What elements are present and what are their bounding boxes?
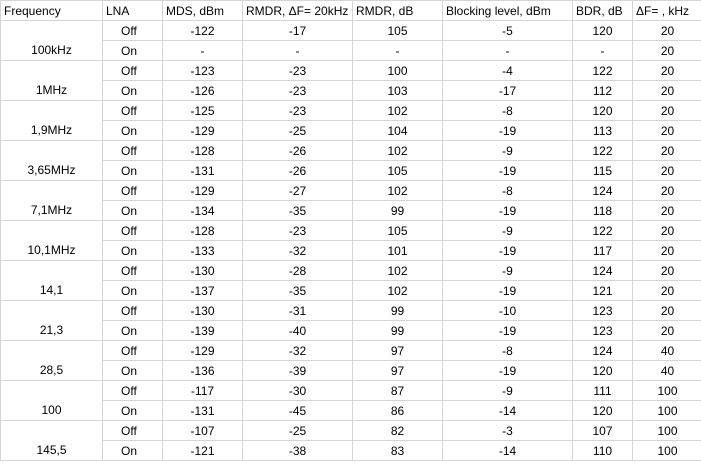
cell-bdr[interactable]: 120 <box>573 401 633 421</box>
cell-rmdr-db[interactable]: 102 <box>353 281 443 301</box>
cell-mds[interactable]: -125 <box>163 101 243 121</box>
cell-rmdr-20khz[interactable]: -23 <box>243 101 353 121</box>
cell-rmdr-20khz[interactable]: -23 <box>243 81 353 101</box>
cell-rmdr-20khz[interactable]: -45 <box>243 401 353 421</box>
table-row <box>1 341 701 361</box>
header-cell-frequency[interactable]: Frequency <box>1 1 103 21</box>
cell-rmdr-20khz[interactable]: -35 <box>243 281 353 301</box>
cell-lna[interactable]: Off <box>103 181 163 201</box>
cell-mds[interactable]: -123 <box>163 61 243 81</box>
cell-lna[interactable]: Off <box>103 61 163 81</box>
cell-lna[interactable]: Off <box>103 21 163 41</box>
cell-mds[interactable]: -130 <box>163 261 243 281</box>
cell-delta-f[interactable]: 20 <box>633 161 701 181</box>
cell-bdr[interactable]: 120 <box>573 21 633 41</box>
cell-bdr[interactable]: 121 <box>573 281 633 301</box>
cell-delta-f[interactable]: 20 <box>633 41 701 61</box>
cell-frequency[interactable]: 28,5 <box>1 341 103 381</box>
cell-delta-f[interactable]: 40 <box>633 361 701 381</box>
cell-rmdr-20khz[interactable]: -23 <box>243 221 353 241</box>
cell-delta-f[interactable]: 20 <box>633 81 701 101</box>
cell-rmdr-20khz[interactable]: -35 <box>243 201 353 221</box>
table-row <box>1 281 701 301</box>
cell-delta-f[interactable]: 20 <box>633 101 701 121</box>
cell-rmdr-20khz[interactable]: -25 <box>243 121 353 141</box>
cell-rmdr-20khz[interactable]: -40 <box>243 321 353 341</box>
cell-blocking-level[interactable]: -14 <box>443 401 573 421</box>
cell-lna[interactable]: On <box>103 81 163 101</box>
cell-frequency[interactable]: 145,5 <box>1 421 103 461</box>
cell-mds[interactable]: -139 <box>163 321 243 341</box>
cell-lna[interactable]: On <box>103 281 163 301</box>
cell-rmdr-db[interactable]: 97 <box>353 361 443 381</box>
cell-lna[interactable]: On <box>103 241 163 261</box>
cell-blocking-level[interactable]: -17 <box>443 81 573 101</box>
cell-lna[interactable]: Off <box>103 341 163 361</box>
cell-rmdr-db[interactable]: - <box>353 41 443 61</box>
cell-lna[interactable]: Off <box>103 381 163 401</box>
table-row <box>1 141 701 161</box>
cell-delta-f[interactable]: 20 <box>633 141 701 161</box>
cell-bdr[interactable]: 124 <box>573 341 633 361</box>
cell-mds[interactable]: -129 <box>163 341 243 361</box>
table-row <box>1 321 701 341</box>
cell-rmdr-db[interactable]: 83 <box>353 441 443 461</box>
cell-rmdr-20khz[interactable]: -30 <box>243 381 353 401</box>
cell-mds[interactable]: -136 <box>163 361 243 381</box>
table-row <box>1 381 701 401</box>
header-cell-rmdr-20khz[interactable]: RMDR, ΔF= 20kHz <box>243 1 353 21</box>
cell-frequency[interactable]: 10,1MHz <box>1 221 103 261</box>
cell-mds[interactable]: -133 <box>163 241 243 261</box>
cell-blocking-level[interactable]: -9 <box>443 261 573 281</box>
cell-frequency[interactable]: 14,1 <box>1 261 103 301</box>
cell-rmdr-20khz[interactable]: -39 <box>243 361 353 381</box>
cell-rmdr-db[interactable]: 102 <box>353 261 443 281</box>
cell-blocking-level[interactable]: -19 <box>443 201 573 221</box>
cell-rmdr-db[interactable]: 99 <box>353 201 443 221</box>
cell-rmdr-db[interactable]: 97 <box>353 341 443 361</box>
cell-blocking-level[interactable]: -19 <box>443 121 573 141</box>
cell-lna[interactable]: On <box>103 201 163 221</box>
cell-bdr[interactable]: 120 <box>573 101 633 121</box>
cell-delta-f[interactable]: 20 <box>633 301 701 321</box>
cell-frequency[interactable]: 1MHz <box>1 61 103 101</box>
table-row <box>1 41 701 61</box>
cell-delta-f[interactable]: 20 <box>633 201 701 221</box>
cell-lna[interactable]: Off <box>103 101 163 121</box>
table-row <box>1 261 701 281</box>
table-row <box>1 241 701 261</box>
cell-rmdr-20khz[interactable]: -27 <box>243 181 353 201</box>
cell-rmdr-db[interactable]: 102 <box>353 181 443 201</box>
cell-rmdr-db[interactable]: 86 <box>353 401 443 421</box>
cell-bdr[interactable]: 122 <box>573 221 633 241</box>
cell-delta-f[interactable]: 100 <box>633 421 701 441</box>
cell-lna[interactable]: Off <box>103 261 163 281</box>
cell-delta-f[interactable]: 20 <box>633 321 701 341</box>
cell-bdr[interactable]: 113 <box>573 121 633 141</box>
cell-blocking-level[interactable]: -8 <box>443 341 573 361</box>
header-row <box>1 1 701 21</box>
cell-rmdr-20khz[interactable]: -23 <box>243 61 353 81</box>
table-row <box>1 81 701 101</box>
cell-delta-f[interactable]: 20 <box>633 281 701 301</box>
cell-rmdr-db[interactable]: 105 <box>353 221 443 241</box>
header-cell-blocking-level[interactable]: Blocking level, dBm <box>443 1 573 21</box>
cell-blocking-level[interactable]: -19 <box>443 361 573 381</box>
cell-delta-f[interactable]: 40 <box>633 341 701 361</box>
header-cell-rmdr-db[interactable]: RMDR, dB <box>353 1 443 21</box>
cell-bdr[interactable]: 122 <box>573 141 633 161</box>
cell-rmdr-20khz[interactable]: -25 <box>243 421 353 441</box>
cell-lna[interactable]: Off <box>103 221 163 241</box>
cell-rmdr-db[interactable]: 87 <box>353 381 443 401</box>
cell-delta-f[interactable]: 20 <box>633 21 701 41</box>
cell-bdr[interactable]: 123 <box>573 321 633 341</box>
cell-bdr[interactable]: 117 <box>573 241 633 261</box>
table-row <box>1 361 701 381</box>
cell-rmdr-db[interactable]: 102 <box>353 141 443 161</box>
cell-blocking-level[interactable]: - <box>443 41 573 61</box>
table-row <box>1 301 701 321</box>
cell-rmdr-db[interactable]: 82 <box>353 421 443 441</box>
cell-mds[interactable]: -129 <box>163 121 243 141</box>
cell-lna[interactable]: On <box>103 361 163 381</box>
cell-blocking-level[interactable]: -19 <box>443 161 573 181</box>
cell-mds[interactable]: -131 <box>163 401 243 421</box>
cell-rmdr-db[interactable]: 105 <box>353 161 443 181</box>
cell-delta-f[interactable]: 100 <box>633 441 701 461</box>
cell-lna[interactable]: On <box>103 321 163 341</box>
cell-rmdr-20khz[interactable]: -38 <box>243 441 353 461</box>
table-row <box>1 221 701 241</box>
cell-rmdr-db[interactable]: 103 <box>353 81 443 101</box>
cell-rmdr-db[interactable]: 100 <box>353 61 443 81</box>
cell-rmdr-20khz[interactable]: -26 <box>243 161 353 181</box>
cell-lna[interactable]: On <box>103 161 163 181</box>
cell-lna[interactable]: Off <box>103 141 163 161</box>
table-row <box>1 121 701 141</box>
cell-delta-f[interactable]: 100 <box>633 381 701 401</box>
cell-bdr[interactable]: 118 <box>573 201 633 221</box>
cell-rmdr-db[interactable]: 104 <box>353 121 443 141</box>
cell-mds[interactable]: -129 <box>163 181 243 201</box>
table-row <box>1 421 701 441</box>
cell-bdr[interactable]: 120 <box>573 361 633 381</box>
cell-rmdr-db[interactable]: 102 <box>353 101 443 121</box>
cell-blocking-level[interactable]: -19 <box>443 281 573 301</box>
cell-blocking-level[interactable]: -5 <box>443 21 573 41</box>
cell-rmdr-20khz[interactable]: -31 <box>243 301 353 321</box>
cell-frequency[interactable]: 21,3 <box>1 301 103 341</box>
cell-bdr[interactable]: 107 <box>573 421 633 441</box>
cell-delta-f[interactable]: 20 <box>633 61 701 81</box>
cell-mds[interactable]: -130 <box>163 301 243 321</box>
cell-lna[interactable]: Off <box>103 301 163 321</box>
header-cell-delta-f[interactable]: ΔF= , kHz <box>633 1 701 21</box>
cell-rmdr-db[interactable]: 99 <box>353 301 443 321</box>
cell-blocking-level[interactable]: -19 <box>443 321 573 341</box>
cell-mds[interactable]: -134 <box>163 201 243 221</box>
cell-delta-f[interactable]: 20 <box>633 261 701 281</box>
cell-blocking-level[interactable]: -3 <box>443 421 573 441</box>
cell-bdr[interactable]: 110 <box>573 441 633 461</box>
table-row <box>1 161 701 181</box>
header-cell-bdr[interactable]: BDR, dB <box>573 1 633 21</box>
cell-rmdr-20khz[interactable]: -26 <box>243 141 353 161</box>
cell-bdr[interactable]: 112 <box>573 81 633 101</box>
table-row <box>1 101 701 121</box>
table-row <box>1 21 701 41</box>
cell-mds[interactable]: -117 <box>163 381 243 401</box>
cell-mds[interactable]: -107 <box>163 421 243 441</box>
cell-frequency[interactable]: 3,65MHz <box>1 141 103 181</box>
cell-blocking-level[interactable]: -19 <box>443 241 573 261</box>
cell-bdr[interactable]: 111 <box>573 381 633 401</box>
cell-rmdr-20khz[interactable]: -28 <box>243 261 353 281</box>
cell-delta-f[interactable]: 20 <box>633 181 701 201</box>
cell-rmdr-20khz[interactable]: -17 <box>243 21 353 41</box>
cell-frequency[interactable]: 100 <box>1 381 103 421</box>
cell-bdr[interactable]: 122 <box>573 61 633 81</box>
cell-bdr[interactable]: - <box>573 41 633 61</box>
cell-blocking-level[interactable]: -9 <box>443 381 573 401</box>
cell-frequency[interactable]: 7,1MHz <box>1 181 103 221</box>
cell-rmdr-db[interactable]: 105 <box>353 21 443 41</box>
cell-mds[interactable]: -126 <box>163 81 243 101</box>
header-cell-lna[interactable]: LNA <box>103 1 163 21</box>
table-row <box>1 401 701 421</box>
cell-blocking-level[interactable]: -8 <box>443 181 573 201</box>
cell-delta-f[interactable]: 20 <box>633 221 701 241</box>
cell-rmdr-20khz[interactable]: -32 <box>243 241 353 261</box>
cell-bdr[interactable]: 124 <box>573 181 633 201</box>
table-body <box>1 1 701 461</box>
cell-frequency[interactable]: 100kHz <box>1 21 103 61</box>
cell-bdr[interactable]: 115 <box>573 161 633 181</box>
cell-bdr[interactable]: 124 <box>573 261 633 281</box>
cell-mds[interactable]: -128 <box>163 221 243 241</box>
table-row <box>1 441 701 461</box>
cell-rmdr-20khz[interactable]: - <box>243 41 353 61</box>
cell-mds[interactable]: -122 <box>163 21 243 41</box>
cell-blocking-level[interactable]: -14 <box>443 441 573 461</box>
cell-lna[interactable]: On <box>103 121 163 141</box>
cell-rmdr-db[interactable]: 101 <box>353 241 443 261</box>
cell-delta-f[interactable]: 100 <box>633 401 701 421</box>
cell-frequency[interactable]: 1,9MHz <box>1 101 103 141</box>
cell-lna[interactable]: Off <box>103 421 163 441</box>
table-row <box>1 181 701 201</box>
cell-lna[interactable]: On <box>103 401 163 421</box>
cell-mds[interactable]: - <box>163 41 243 61</box>
cell-blocking-level[interactable]: -4 <box>443 61 573 81</box>
cell-delta-f[interactable]: 20 <box>633 241 701 261</box>
cell-lna[interactable]: On <box>103 441 163 461</box>
cell-blocking-level[interactable]: -9 <box>443 141 573 161</box>
cell-lna[interactable]: On <box>103 41 163 61</box>
cell-mds[interactable]: -137 <box>163 281 243 301</box>
cell-rmdr-db[interactable]: 99 <box>353 321 443 341</box>
cell-mds[interactable]: -128 <box>163 141 243 161</box>
cell-rmdr-20khz[interactable]: -32 <box>243 341 353 361</box>
cell-mds[interactable]: -131 <box>163 161 243 181</box>
cell-mds[interactable]: -121 <box>163 441 243 461</box>
table-row <box>1 61 701 81</box>
table-row <box>1 201 701 221</box>
cell-bdr[interactable]: 123 <box>573 301 633 321</box>
header-cell-mds[interactable]: MDS, dBm <box>163 1 243 21</box>
cell-delta-f[interactable]: 20 <box>633 121 701 141</box>
cell-blocking-level[interactable]: -9 <box>443 221 573 241</box>
cell-blocking-level[interactable]: -10 <box>443 301 573 321</box>
cell-blocking-level[interactable]: -8 <box>443 101 573 121</box>
